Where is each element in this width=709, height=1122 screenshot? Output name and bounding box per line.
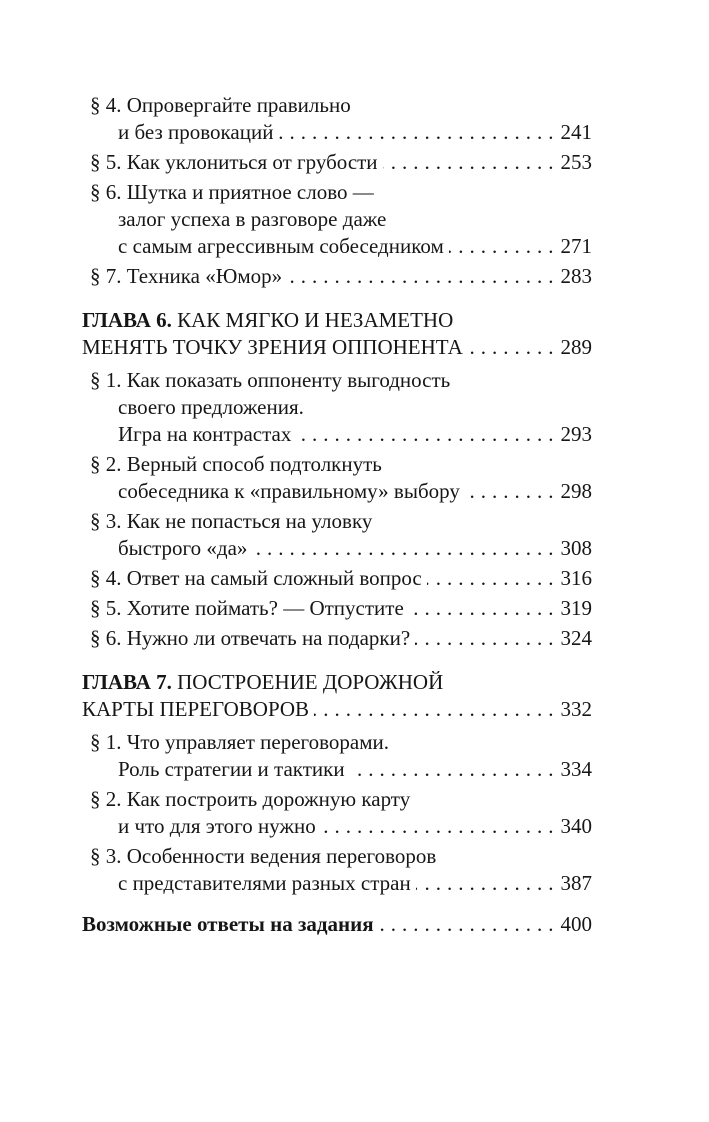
page-number: 293 bbox=[560, 422, 592, 446]
toc-entry bbox=[82, 729, 592, 783]
entry-line: § 1. Что управляет переговорами. bbox=[90, 730, 389, 754]
dot-leader bbox=[449, 233, 560, 260]
page-number: 283 bbox=[560, 264, 592, 288]
entry-line bbox=[90, 421, 592, 448]
dot-leader bbox=[415, 625, 559, 652]
entry-title: собеседника к «правильному» выбору bbox=[118, 479, 460, 503]
entry-line bbox=[82, 696, 592, 723]
dot-leader bbox=[287, 263, 559, 290]
page-number: 332 bbox=[560, 697, 592, 721]
chapter-label: ГЛАВА 7. bbox=[82, 670, 172, 694]
dot-leader bbox=[350, 756, 560, 783]
entry-title: и без провокаций bbox=[118, 120, 274, 144]
entry-title: Игра на контрастах bbox=[118, 422, 292, 446]
entry-line: своего предложения. bbox=[118, 395, 304, 419]
entry-line bbox=[90, 870, 592, 897]
page-number: 298 bbox=[560, 479, 592, 503]
dot-leader bbox=[427, 565, 560, 592]
toc-entry bbox=[82, 595, 592, 622]
page-number: 400 bbox=[560, 912, 592, 936]
entry-line: § 2. Как построить дорожную карту bbox=[90, 787, 411, 811]
entry-line bbox=[90, 756, 592, 783]
entry-line bbox=[90, 119, 592, 146]
entry-title: § 5. Хотите поймать? — Отпустите bbox=[90, 596, 404, 620]
page-number: 308 bbox=[560, 536, 592, 560]
dot-leader bbox=[278, 119, 559, 146]
entry-line bbox=[90, 625, 592, 652]
toc-entry bbox=[82, 149, 592, 176]
entry-title: быстрого «да» bbox=[118, 536, 248, 560]
page-number: 340 bbox=[560, 814, 592, 838]
dot-leader bbox=[409, 595, 560, 622]
page-number: 316 bbox=[560, 566, 592, 590]
entry-title: § 5. Как уклониться от грубости bbox=[90, 150, 378, 174]
entry-line: § 3. Особенности ведения переговоров bbox=[90, 844, 437, 868]
page-number: 319 bbox=[560, 596, 592, 620]
entry-title: § 7. Техника «Юмор» bbox=[90, 264, 283, 288]
toc-entry bbox=[82, 843, 592, 897]
entry-title: и что для этого нужно bbox=[118, 814, 316, 838]
entry-line bbox=[90, 233, 592, 260]
entry-line: § 1. Как показать оппоненту выгодность bbox=[90, 368, 451, 392]
toc-entry bbox=[82, 179, 592, 260]
entry-line bbox=[82, 669, 592, 696]
entry-title: с представителями разных стран bbox=[118, 871, 411, 895]
entry-line bbox=[82, 911, 592, 938]
page-number: 289 bbox=[560, 335, 592, 359]
entry-title: Роль стратегии и тактики bbox=[118, 757, 345, 781]
dot-leader bbox=[296, 421, 559, 448]
toc-entry-summary bbox=[82, 911, 592, 938]
dot-leader bbox=[416, 870, 560, 897]
entry-title: § 6. Нужно ли отвечать на подарки? bbox=[90, 626, 411, 650]
page-number: 387 bbox=[560, 871, 592, 895]
entry-line: § 6. Шутка и приятное слово — bbox=[90, 180, 374, 204]
dot-leader bbox=[465, 478, 560, 505]
page-number: 253 bbox=[560, 150, 592, 174]
entry-line bbox=[90, 263, 592, 290]
dot-leader bbox=[321, 813, 560, 840]
page-number: 324 bbox=[560, 626, 592, 650]
entry-line bbox=[82, 307, 592, 334]
dot-leader bbox=[383, 149, 560, 176]
toc-entry bbox=[82, 451, 592, 505]
entry-line: § 2. Верный способ подтолкнуть bbox=[90, 452, 382, 476]
chapter-title: КАРТЫ ПЕРЕГОВОРОВ bbox=[82, 697, 310, 721]
entry-line bbox=[90, 535, 592, 562]
dot-leader bbox=[468, 334, 560, 361]
entry-title: с самым агрессивным собеседником bbox=[118, 234, 444, 258]
toc-entry bbox=[82, 508, 592, 562]
chapter-label: ГЛАВА 6. bbox=[82, 308, 172, 332]
chapter-title: КАК МЯГКО И НЕЗАМЕТНО bbox=[177, 308, 454, 332]
toc-entry bbox=[82, 565, 592, 592]
page-number: 241 bbox=[560, 120, 592, 144]
toc-entry bbox=[82, 625, 592, 652]
page-number: 271 bbox=[560, 234, 592, 258]
chapter-heading bbox=[82, 307, 592, 361]
chapter-title: ПОСТРОЕНИЕ ДОРОЖНОЙ bbox=[177, 670, 444, 694]
dot-leader bbox=[314, 696, 559, 723]
entry-line bbox=[90, 565, 592, 592]
chapter-heading bbox=[82, 669, 592, 723]
dot-leader bbox=[252, 535, 559, 562]
entry-line bbox=[90, 478, 592, 505]
entry-line bbox=[82, 334, 592, 361]
entry-line: § 3. Как не попасться на уловку bbox=[90, 509, 373, 533]
entry-title: Возможные ответы на задания bbox=[82, 912, 374, 936]
toc-entry bbox=[82, 367, 592, 448]
toc-entry bbox=[82, 786, 592, 840]
entry-line bbox=[90, 813, 592, 840]
entry-line: § 4. Опровергайте правильно bbox=[90, 93, 351, 117]
entry-line bbox=[90, 149, 592, 176]
page-number: 334 bbox=[560, 757, 592, 781]
entry-line: залог успеха в разговоре даже bbox=[118, 207, 387, 231]
toc-entry bbox=[82, 92, 592, 146]
chapter-title: МЕНЯТЬ ТОЧКУ ЗРЕНИЯ ОППОНЕНТА bbox=[82, 335, 463, 359]
entry-line bbox=[90, 595, 592, 622]
toc-entry bbox=[82, 263, 592, 290]
dot-leader bbox=[379, 911, 560, 938]
entry-title: § 4. Ответ на самый сложный вопрос bbox=[90, 566, 422, 590]
